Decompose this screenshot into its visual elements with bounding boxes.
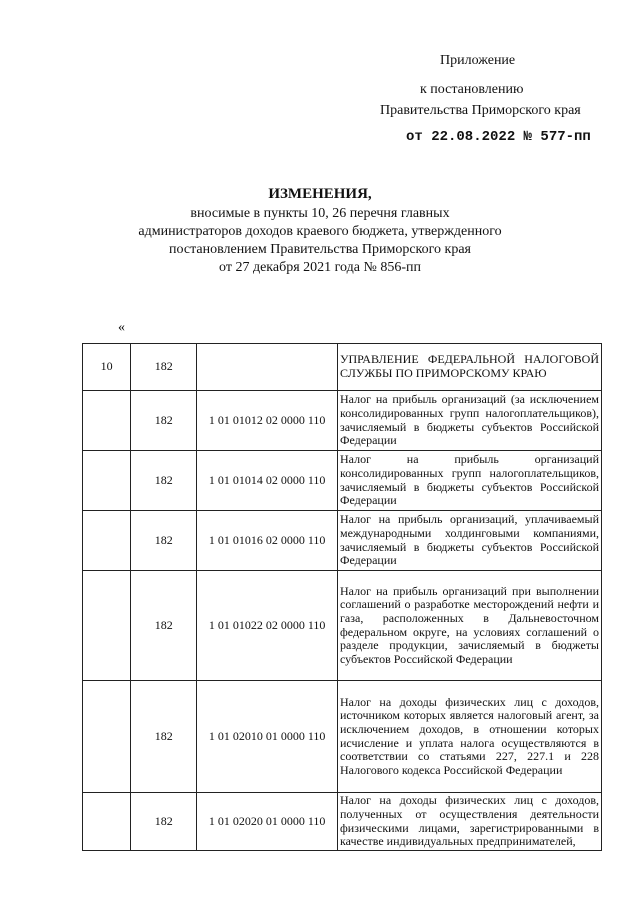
income-name-text: Налог на прибыль организаций (за исключением консолидированных групп налогоплательщиков), зачисляемый в бюджеты субъектов Российской Федерации [340,392,599,448]
income-code: 1 01 01012 02 0000 110 [197,391,338,451]
resolution-label: к постановлению [420,82,524,97]
income-name [338,793,602,851]
income-name-text: Налог на доходы физических лиц с доходов, источником которых является налоговый агент, за исключением доходов, в отношении которых исчисление и уплата налога осуществляются в соответствии со статьями 227, 227.1 и 228 Налогового кодекса Российской Федерации [340,694,599,777]
income-code: 1 01 01014 02 0000 110 [197,451,338,511]
income-code: 1 01 01022 02 0000 110 [197,571,338,681]
income-name [338,344,602,391]
income-name-text: Налог на прибыль организаций при выполнении соглашений о разработке месторождений нефти и газа, расположенных в Дальневосточном федеральном округе, на условиях соглашений о разделе продукции, зачисляемый в бюджеты субъектов Российской Федерации [340,583,599,666]
table-row [83,571,602,681]
admin-code: 182 [131,793,197,851]
income-name-text: Налог на прибыль организаций консолидированных групп налогоплательщиков, зачисляемый в бюджеты субъектов Российской Федерации [340,452,599,508]
document-title [100,185,540,277]
income-code: 1 01 02010 01 0000 110 [197,681,338,793]
resolution-date: от 22.08.2022 № 577-пп [406,129,591,145]
document-header [370,50,620,148]
income-name-text: Налог на доходы физических лиц с доходов, полученных от осуществления деятельности физическими лицами, зарегистрированными в качестве индивидуальных предпринимателей, [340,793,599,849]
title-heading: ИЗМЕНЕНИЯ, [268,186,372,202]
income-code: 1 01 02020 01 0000 110 [197,793,338,851]
title-line-2: администраторов доходов краевого бюджета, утвержденного [138,224,502,239]
administrators-table [82,343,602,851]
income-name [338,511,602,571]
row-number [83,681,131,793]
admin-code: 182 [131,451,197,511]
table-row [83,511,602,571]
opening-quote: « [118,320,125,335]
row-number [83,793,131,851]
table-row [83,451,602,511]
table-row [83,681,602,793]
appendix-label: Приложение [440,53,516,68]
title-line-1: вносимые в пункты 10, 26 перечня главных [190,206,450,221]
admin-code: 182 [131,344,197,391]
government-label: Правительства Приморского края [380,103,581,118]
title-line-3: постановлением Правительства Приморского края [169,242,471,257]
row-number [83,571,131,681]
income-name-text: Налог на прибыль организаций, уплачиваемый международными холдинговыми компаниями, зачисляемый в бюджеты субъектов Российской Федерации [340,512,599,568]
table-row [83,344,602,391]
income-name [338,391,602,451]
income-code: 1 01 01016 02 0000 110 [197,511,338,571]
table-row [83,793,602,851]
admin-code: 182 [131,511,197,571]
table-row [83,391,602,451]
income-name [338,571,602,681]
row-number [83,511,131,571]
row-number: 10 [83,344,131,391]
admin-code: 182 [131,681,197,793]
title-line-4: от 27 декабря 2021 года № 856-пп [219,260,421,275]
row-number [83,391,131,451]
income-name-text: УПРАВЛЕНИЕ ФЕДЕРАЛЬНОЙ НАЛОГОВОЙ СЛУЖБЫ ПО ПРИМОРСКОМУ КРАЮ [340,352,599,380]
row-number [83,451,131,511]
income-code [197,344,338,391]
income-name [338,681,602,793]
admin-code: 182 [131,391,197,451]
income-name [338,451,602,511]
admin-code: 182 [131,571,197,681]
